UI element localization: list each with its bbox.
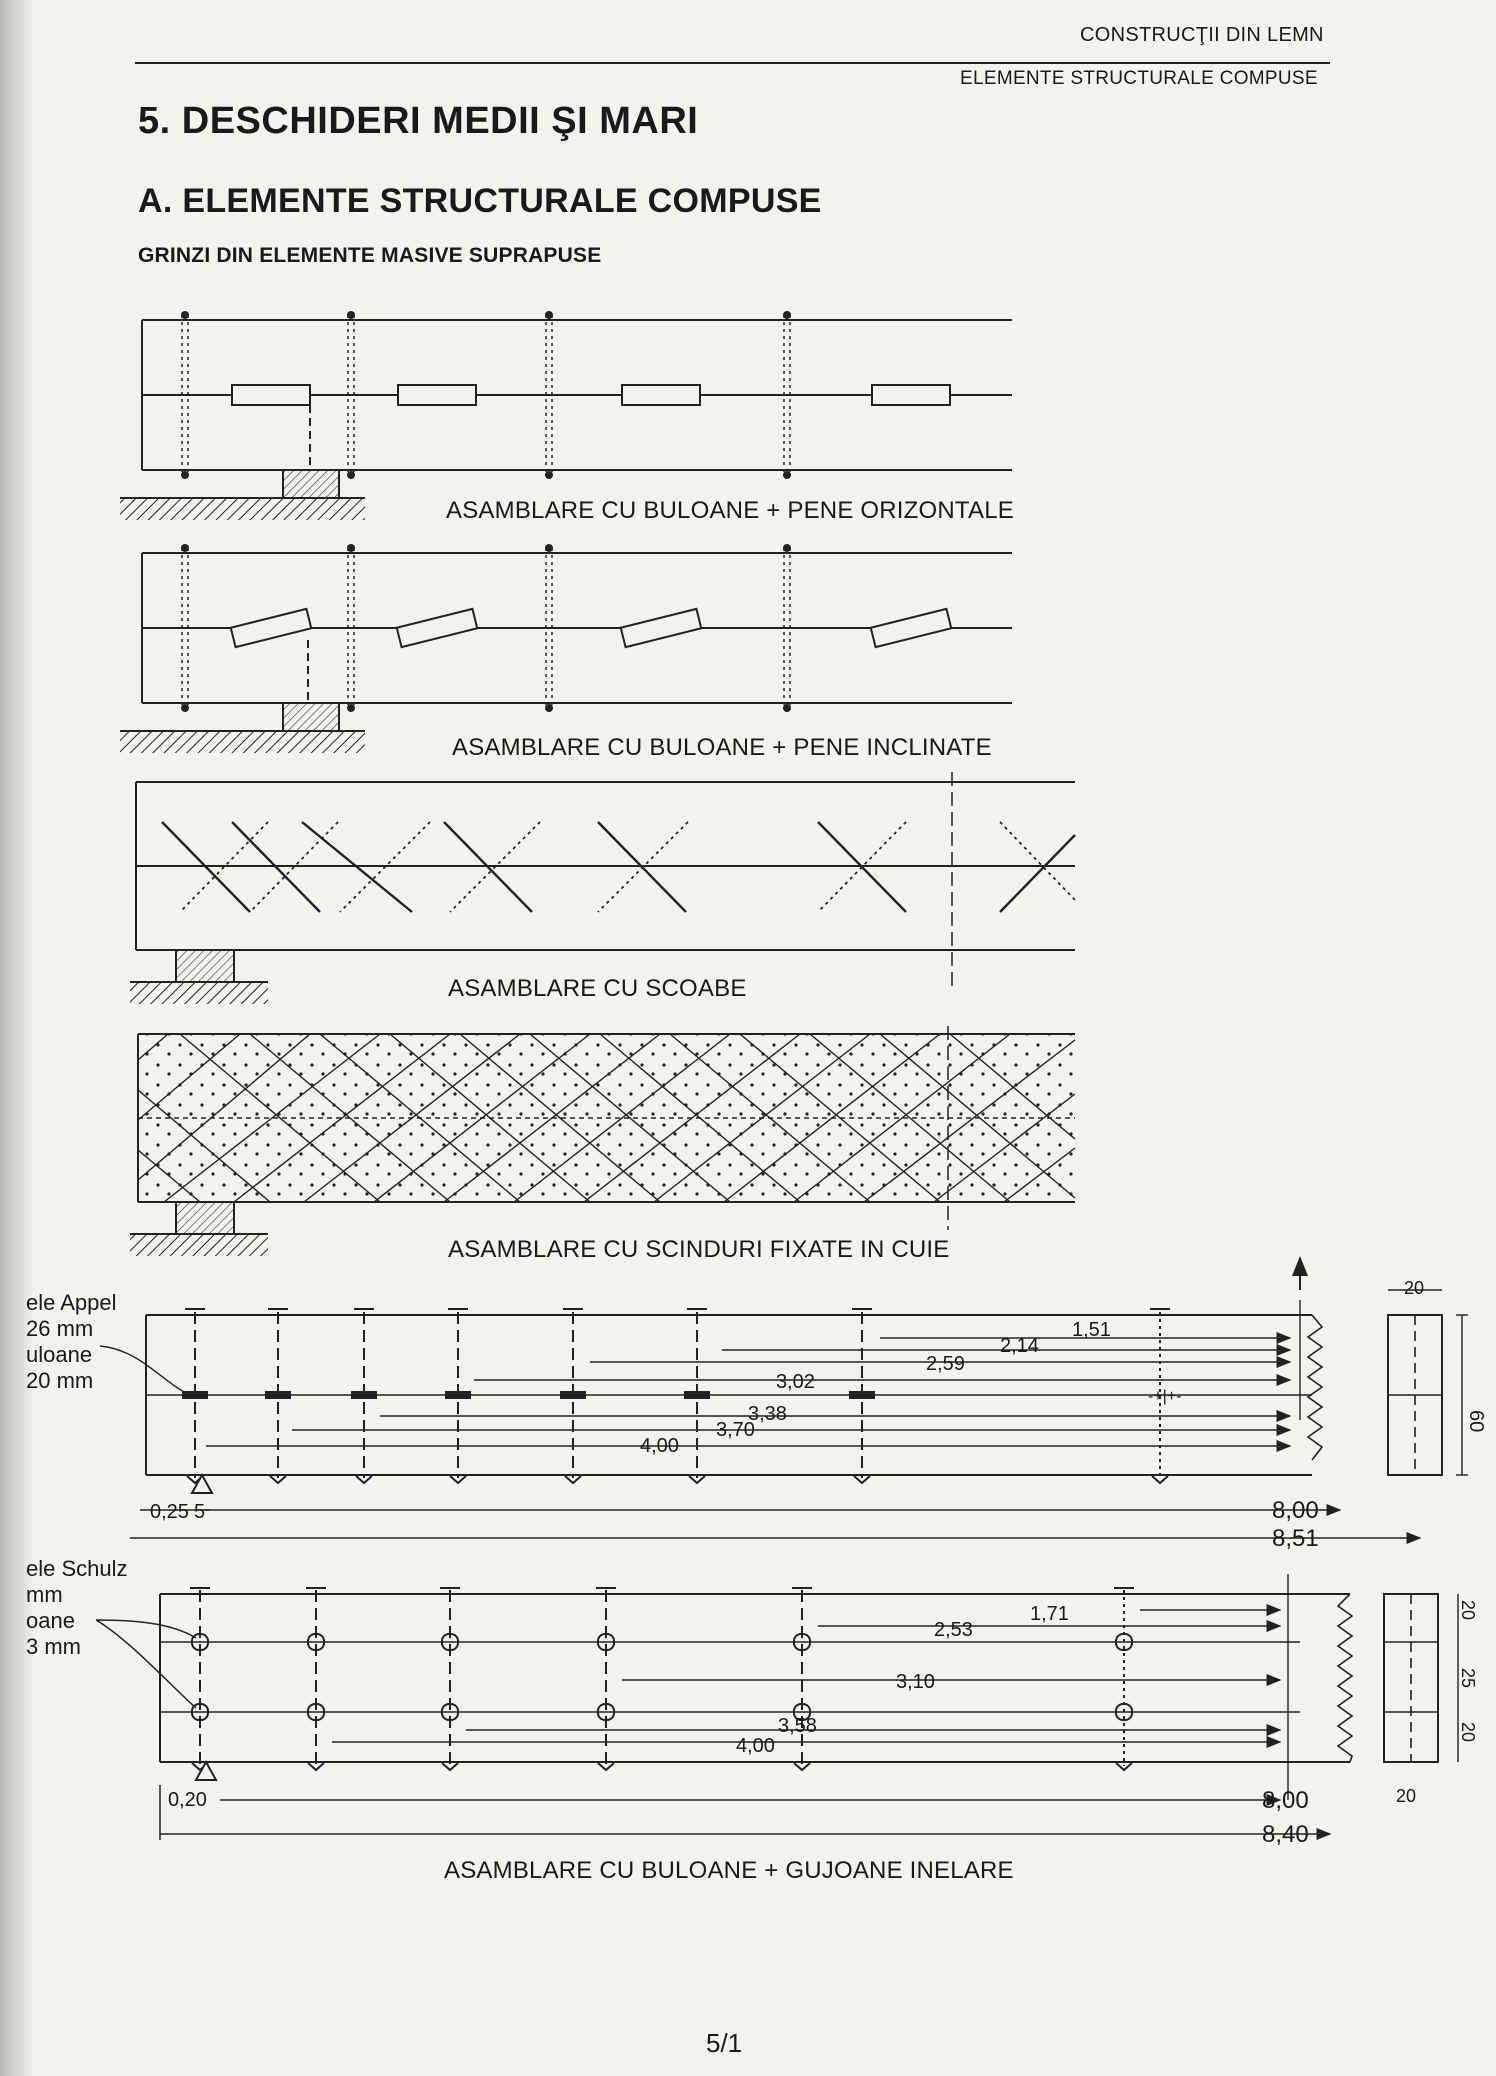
fig5-dim-offset2: 5 <box>194 1501 206 1523</box>
fig6-dim-2: 2,53 <box>934 1619 973 1641</box>
subsection-title: GRINZI DIN ELEMENTE MASIVE SUPRAPUSE <box>138 244 602 267</box>
fig5-section-width: 20 <box>1404 1278 1425 1298</box>
page-number: 5/1 <box>706 2028 743 2058</box>
fig6-section-h3: 20 <box>1458 1722 1478 1743</box>
fig5-dim-5: 3,38 <box>748 1403 787 1425</box>
figure-schulz-connectors <box>96 1574 1458 1840</box>
fig5-note-4: 20 mm <box>26 1368 94 1393</box>
svg-text:-+|+-: -+|+- <box>1148 1388 1182 1405</box>
fig6-dim-total: 8,40 <box>1262 1821 1309 1848</box>
section-title: A. ELEMENTE STRUCTURALE COMPUSE <box>138 182 822 220</box>
fig6-note-2: mm <box>26 1582 63 1607</box>
fig5-note-leader <box>100 1346 188 1394</box>
fig5-dim-2: 2,14 <box>1000 1335 1039 1357</box>
fig6-dim-1: 1,71 <box>1030 1603 1069 1625</box>
fig6-note-1: ele Schulz <box>26 1556 128 1581</box>
fig5-dim-total: 8,51 <box>1272 1525 1319 1552</box>
caption-fig3: ASAMBLARE CU SCOABE <box>448 975 747 1002</box>
figure-bolts-horizontal-keys <box>120 311 1012 520</box>
figure-staples <box>130 772 1075 1004</box>
running-header-title: CONSTRUCŢII DIN LEMN <box>1080 24 1324 46</box>
fig5-dim-1: 1,51 <box>1072 1319 1111 1341</box>
caption-fig2: ASAMBLARE CU BULOANE + PENE INCLINATE <box>452 734 992 761</box>
fig6-note-4: 3 mm <box>26 1634 81 1659</box>
fig6-dim-5: 4,00 <box>736 1735 775 1757</box>
figure-nailed-boards <box>130 1026 1075 1256</box>
fig5-dim-offset: 0,25 <box>150 1501 189 1523</box>
running-header-subtitle: ELEMENTE STRUCTURALE COMPUSE <box>960 68 1318 89</box>
fig5-dim-4: 3,02 <box>776 1371 815 1393</box>
caption-fig6: ASAMBLARE CU BULOANE + GUJOANE INELARE <box>444 1857 1014 1884</box>
fig6-note-3: oane <box>26 1608 75 1633</box>
figure-appel-connectors <box>130 1258 1468 1538</box>
fig6-dim-4: 3,58 <box>778 1715 817 1737</box>
fig5-note-3: uloane <box>26 1342 93 1367</box>
fig6-section-h1: 20 <box>1458 1600 1478 1621</box>
fig6-dim-offset: 0,20 <box>168 1789 207 1811</box>
chapter-title: 5. DESCHIDERI MEDII ŞI MARI <box>138 100 699 142</box>
fig6-dim-span: 8,00 <box>1262 1787 1309 1814</box>
caption-fig4: ASAMBLARE CU SCINDURI FIXATE IN CUIE <box>448 1236 950 1263</box>
figure-bolts-inclined-keys <box>120 544 1012 753</box>
fig5-note-2: 26 mm <box>26 1316 94 1341</box>
fig5-note-1: ele Appel <box>26 1290 117 1315</box>
fig5-dim-span: 8,00 <box>1272 1497 1319 1524</box>
fig6-section-width: 20 <box>1396 1786 1417 1806</box>
fig6-dim-3: 3,10 <box>896 1671 935 1693</box>
fig5-dim-6: 3,70 <box>716 1419 755 1441</box>
fig6-section-h2: 25 <box>1458 1668 1478 1689</box>
fig5-dim-7: 4,00 <box>640 1435 679 1457</box>
caption-fig1: ASAMBLARE CU BULOANE + PENE ORIZONTALE <box>446 497 1014 524</box>
fig5-dim-3: 2,59 <box>926 1353 965 1375</box>
fig5-dimension-labels <box>150 1278 1487 1552</box>
fig6-dimension-labels <box>168 1600 1478 1848</box>
fig5-section-height: 60 <box>1465 1410 1487 1433</box>
